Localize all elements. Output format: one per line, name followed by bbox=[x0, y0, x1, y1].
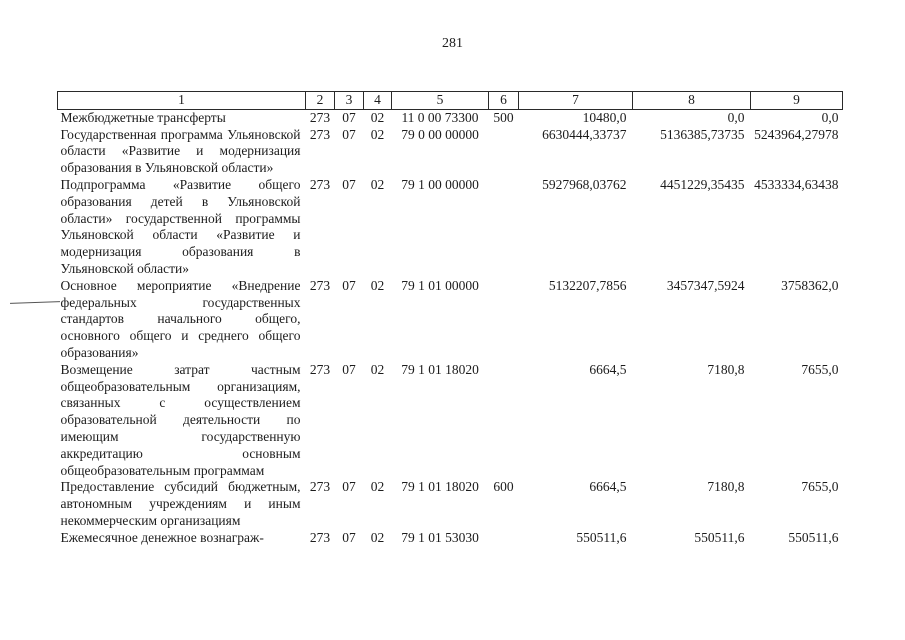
header-cell: 2 bbox=[306, 92, 335, 110]
row-amount-cell: 3758362,0 bbox=[781, 277, 839, 293]
row-expense-type-cell bbox=[489, 530, 519, 547]
row-expense-type-cell bbox=[489, 362, 519, 480]
row-amount-cell: 7655,0 bbox=[801, 361, 839, 377]
header-cell: 3 bbox=[335, 92, 364, 110]
budget-table bbox=[57, 91, 843, 547]
row-amount-cell: 7180,8 bbox=[707, 361, 745, 377]
row-subsection-cell: 02 bbox=[370, 529, 385, 545]
row-section-cell: 07 bbox=[342, 109, 356, 125]
row-subsection-cell: 02 bbox=[370, 277, 385, 293]
row-name-cell: Межбюджетные трансферты bbox=[60, 109, 226, 125]
row-code-cell: 273 bbox=[309, 529, 331, 545]
row-expense-type-cell: 600 bbox=[493, 479, 514, 495]
row-code-cell: 273 bbox=[309, 361, 331, 377]
row-amount-cell: 5927968,03762 bbox=[542, 176, 627, 192]
page-number: 281 bbox=[442, 36, 463, 51]
row-amount-cell: 7655,0 bbox=[801, 479, 839, 495]
row-code-cell: 273 bbox=[309, 126, 331, 142]
row-amount-cell: 5136385,73735 bbox=[660, 126, 745, 142]
row-section-cell: 07 bbox=[342, 176, 356, 192]
row-amount-cell: 0,0 bbox=[727, 109, 745, 125]
table-row bbox=[58, 530, 843, 547]
row-section-cell: 07 bbox=[342, 479, 356, 495]
row-name-cell: Государственная программа Ульяновской области «Развитие и модернизация образования в Ульяновской области» bbox=[60, 126, 301, 176]
row-code-cell: 273 bbox=[309, 479, 331, 495]
row-section-cell: 07 bbox=[342, 277, 356, 293]
row-section-cell: 07 bbox=[342, 361, 356, 377]
table-row bbox=[58, 479, 843, 529]
row-target-article-cell: 79 1 01 18020 bbox=[401, 479, 479, 495]
row-target-article-cell: 11 0 00 73300 bbox=[401, 109, 479, 125]
table-row bbox=[58, 362, 843, 480]
row-subsection-cell: 02 bbox=[370, 126, 385, 142]
row-amount-cell: 5132207,7856 bbox=[548, 277, 627, 293]
row-name-cell: Возмещение затрат частным общеобразовательным организациям, связанных с осуществлением образовательной деятельности по имеющим государственную аккредитацию основным общеобразовательным программам bbox=[60, 361, 301, 478]
row-amount-cell: 5243964,27978 bbox=[754, 126, 839, 142]
row-amount-cell: 7180,8 bbox=[707, 479, 745, 495]
table-header-row bbox=[58, 92, 843, 110]
row-amount-cell: 6664,5 bbox=[589, 479, 627, 495]
row-amount-cell: 550511,6 bbox=[788, 529, 839, 545]
table-row bbox=[58, 127, 843, 177]
row-expense-type-cell bbox=[489, 278, 519, 362]
row-name-cell: Ежемесячное денежное вознаграж- bbox=[60, 529, 264, 545]
header-cell: 4 bbox=[364, 92, 392, 110]
header-cell: 5 bbox=[392, 92, 489, 110]
row-target-article-cell: 79 1 00 00000 bbox=[401, 176, 479, 192]
row-section-cell: 07 bbox=[342, 126, 356, 142]
row-section-cell: 07 bbox=[342, 529, 356, 545]
row-subsection-cell: 02 bbox=[370, 479, 385, 495]
row-expense-type-cell bbox=[489, 177, 519, 278]
row-expense-type-cell bbox=[489, 127, 519, 177]
row-target-article-cell: 79 1 01 53030 bbox=[401, 529, 479, 545]
row-amount-cell: 4451229,35435 bbox=[660, 176, 745, 192]
row-code-cell: 273 bbox=[309, 109, 331, 125]
header-cell: 1 bbox=[58, 92, 306, 110]
row-target-article-cell: 79 0 00 00000 bbox=[401, 126, 479, 142]
row-target-article-cell: 79 1 01 18020 bbox=[401, 361, 479, 377]
row-subsection-cell: 02 bbox=[370, 109, 385, 125]
row-name-cell: Предоставление субсидий бюджетным, автономным учреждениям и иным некоммерческим организациям bbox=[60, 479, 301, 528]
row-code-cell: 273 bbox=[309, 277, 331, 293]
row-name-cell: Основное мероприятие «Внедрение федеральных государственных стандартов начального общего, основного общего и среднего общего образования» bbox=[60, 277, 301, 360]
header-cell: 6 bbox=[489, 92, 519, 110]
table-row bbox=[58, 109, 843, 126]
row-subsection-cell: 02 bbox=[370, 176, 385, 192]
row-code-cell: 273 bbox=[309, 176, 331, 192]
row-subsection-cell: 02 bbox=[370, 361, 385, 377]
header-cell: 8 bbox=[633, 92, 751, 110]
row-amount-cell: 10480,0 bbox=[582, 109, 627, 125]
row-amount-cell: 0,0 bbox=[821, 109, 839, 125]
row-amount-cell: 550511,6 bbox=[576, 529, 627, 545]
row-amount-cell: 6664,5 bbox=[589, 361, 627, 377]
header-cell: 9 bbox=[751, 92, 843, 110]
row-amount-cell: 550511,6 bbox=[694, 529, 745, 545]
row-target-article-cell: 79 1 01 00000 bbox=[401, 277, 479, 293]
row-expense-type-cell: 500 bbox=[493, 109, 514, 125]
table-row bbox=[58, 278, 843, 362]
row-amount-cell: 4533334,63438 bbox=[754, 176, 839, 192]
row-amount-cell: 3457347,5924 bbox=[666, 277, 745, 293]
scan-artifact-line bbox=[10, 301, 60, 304]
row-amount-cell: 6630444,33737 bbox=[542, 126, 627, 142]
row-name-cell: Подпрограмма «Развитие общего образования детей в Ульяновской области» государственной программы Ульяновской области «Развитие и модернизация образования в Ульяновской области» bbox=[60, 176, 301, 276]
table-row bbox=[58, 177, 843, 278]
header-cell: 7 bbox=[519, 92, 633, 110]
